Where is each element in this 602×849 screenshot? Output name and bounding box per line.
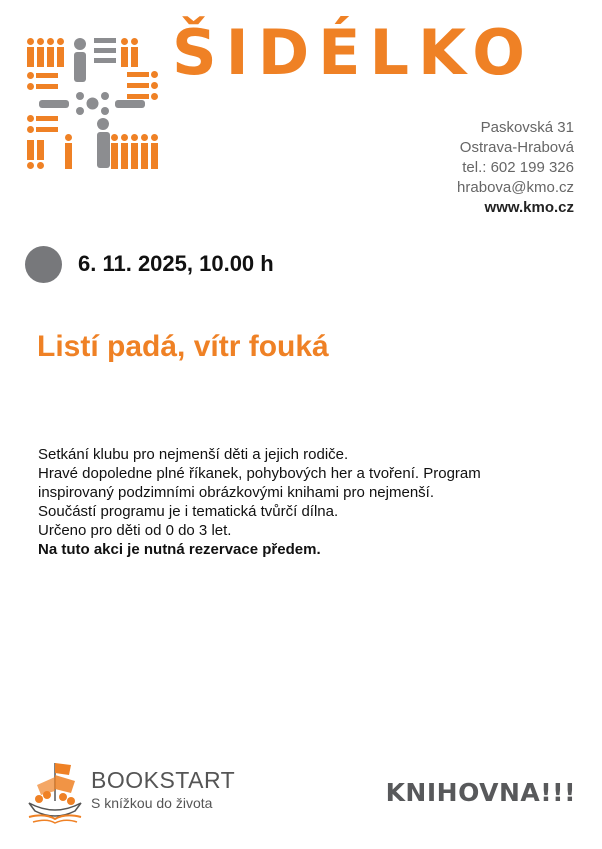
event-title: Listí padá, vítr fouká [37, 330, 329, 363]
address-city: Ostrava-Hrabová [459, 139, 574, 156]
event-date-row [25, 245, 274, 283]
description-line: Setkání klubu pro nejmenší děti a jejich rodiče. [38, 446, 349, 463]
address-block [457, 118, 574, 218]
address-street: Paskovská 31 [480, 119, 574, 136]
description-line: inspirovaný podzimními obrázkovými knihami pro nejmenší. [38, 484, 434, 501]
description-line: Hravé dopoledne plné říkanek, pohybových her a tvoření. Program [38, 465, 481, 482]
reservation-note: Na tuto akci je nutná rezervace předem. [38, 541, 321, 558]
address-email[interactable]: hrabova@kmo.cz [457, 179, 574, 196]
bookstart-tagline: S knížkou do života [91, 795, 213, 811]
bookstart-name: BOOKSTART [91, 767, 236, 793]
library-logo: KNIHOVNA!!! [385, 778, 576, 807]
address-phone: tel.: 602 199 326 [462, 159, 574, 176]
event-datetime: 6. 11. 2025, 10.00 h [78, 251, 274, 276]
bookstart-logo-block [25, 755, 255, 825]
date-bullet-icon [25, 246, 62, 283]
description-line: Součástí programu je i tematická tvůrčí dílna. [38, 503, 339, 520]
event-description [38, 445, 558, 559]
sidelko-logo [25, 36, 160, 171]
address-website[interactable]: www.kmo.cz [484, 199, 574, 216]
brand-name: ŠIDÉLKO [172, 16, 535, 89]
description-line: Určeno pro děti od 0 do 3 let. [38, 522, 232, 539]
bookstart-ship-icon [25, 755, 85, 825]
